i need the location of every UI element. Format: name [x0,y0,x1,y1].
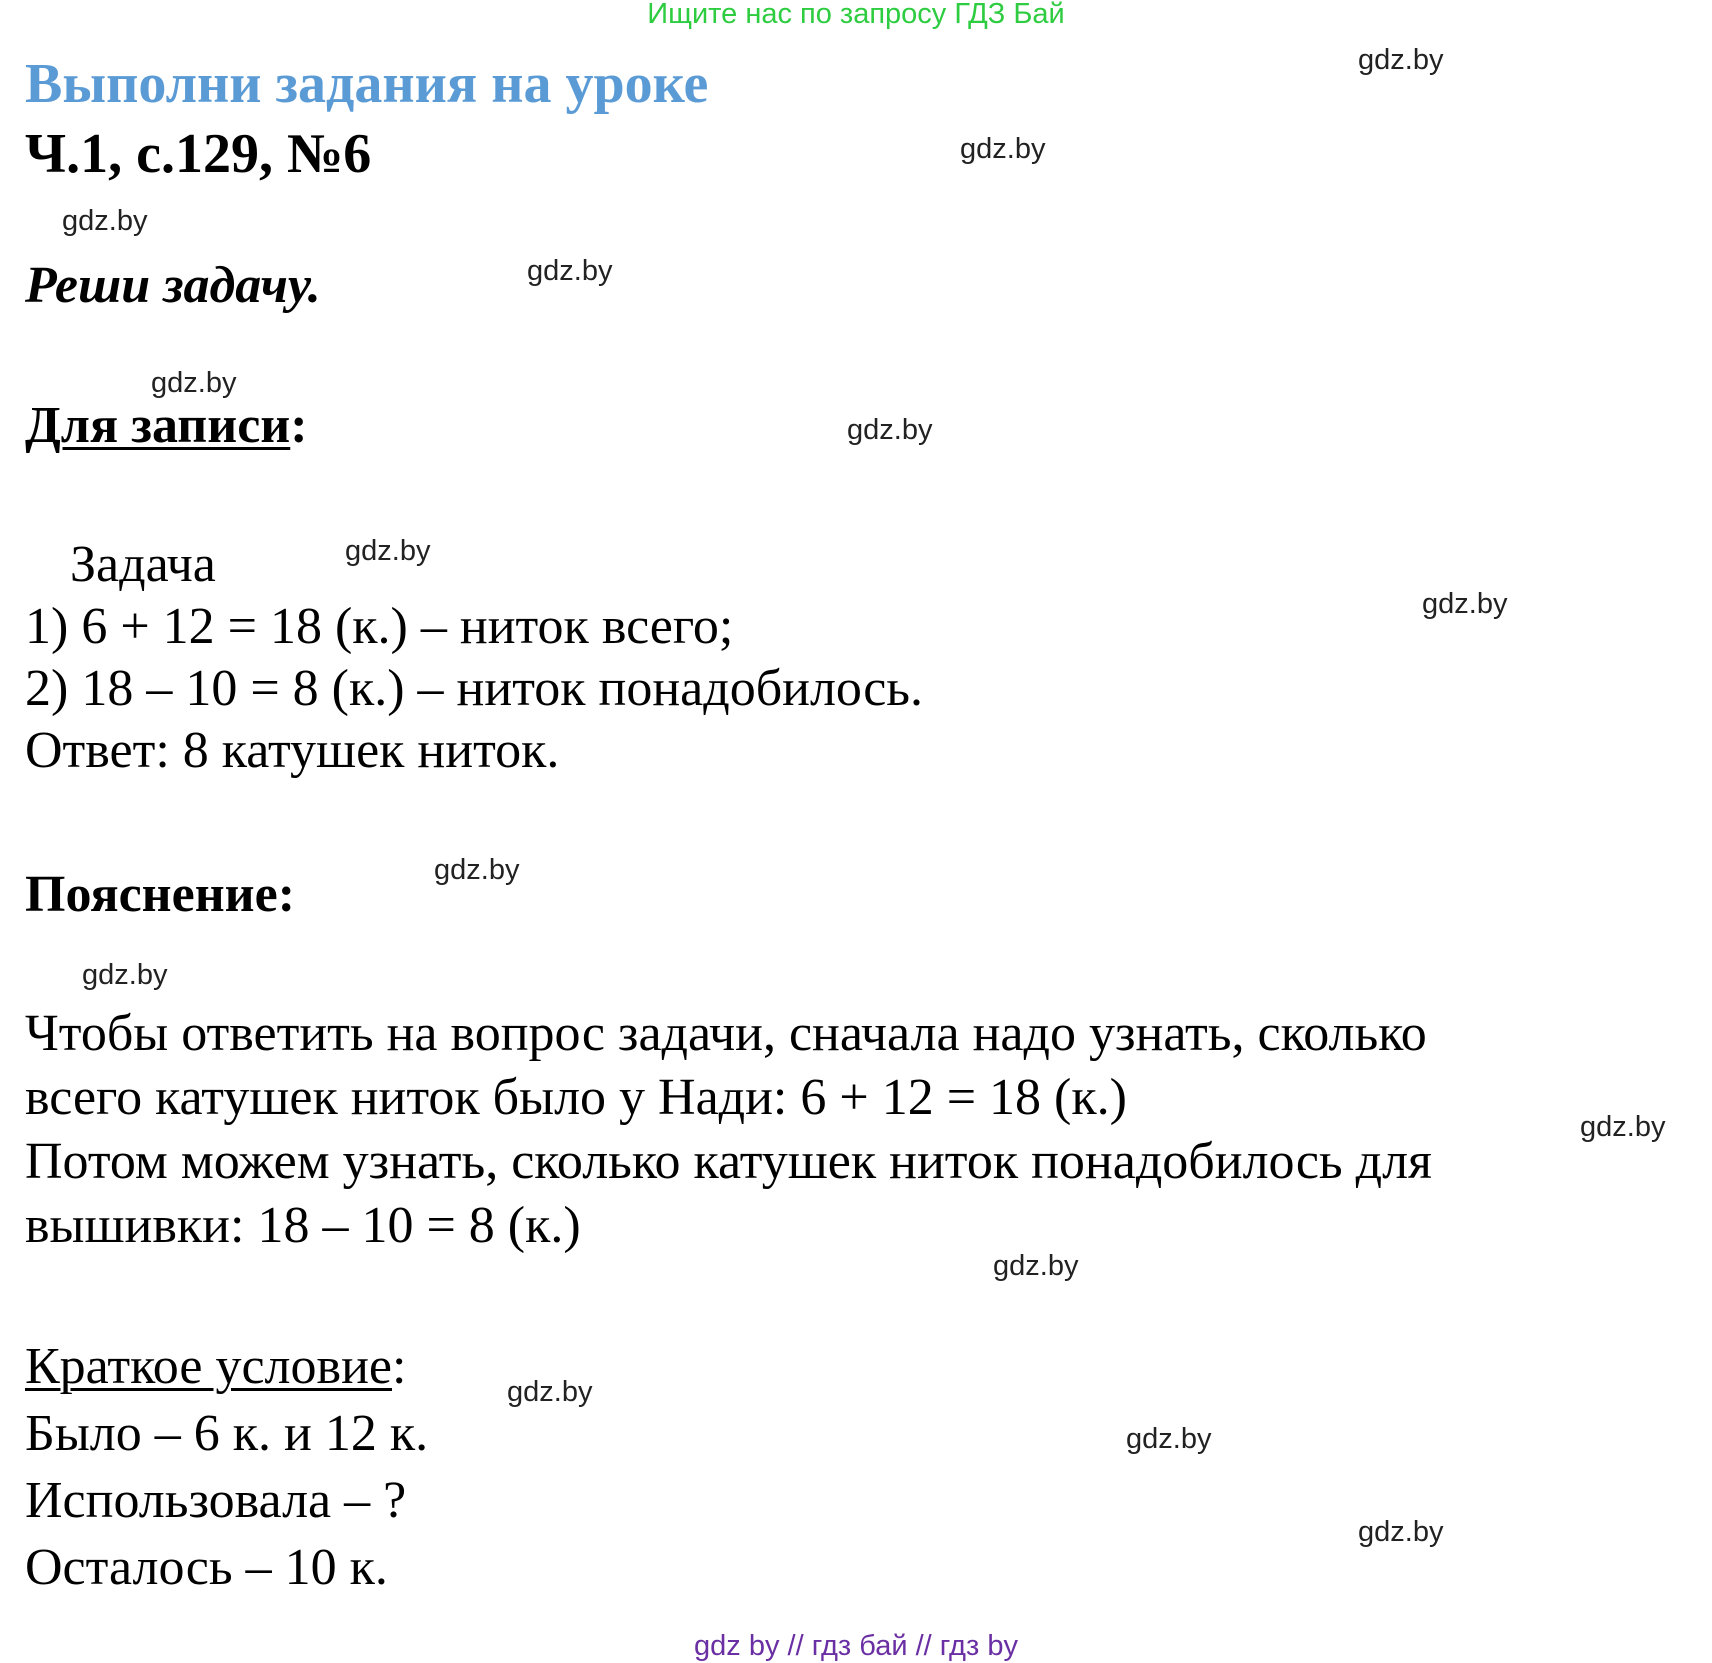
condition-line: Было – 6 к. и 12 к. [25,1405,429,1462]
watermark: gdz.by [62,205,148,237]
record-heading-text: Для записи [25,397,291,454]
watermark: gdz.by [1358,44,1444,76]
task-label: Задача [70,536,216,593]
solution-step-2: 2) 18 – 10 = 8 (к.) – ниток понадобилось. [25,660,924,717]
condition-line: Осталось – 10 к. [25,1539,388,1596]
watermark: gdz.by [993,1250,1079,1282]
explanation-line: вышивки: 18 – 10 = 8 (к.) [25,1197,581,1254]
condition-line: Использовала – ? [25,1472,407,1529]
page-title: Выполни задания на уроке [25,53,709,115]
watermark: gdz.by [1126,1423,1212,1455]
watermark: gdz.by [507,1376,593,1408]
explanation-heading: Пояснение: [25,866,296,923]
condition-heading [25,1337,406,1396]
footer-links: gdz by // гдз бай // гдз by [694,1630,1018,1662]
answer-line: Ответ: 8 катушек ниток. [25,722,560,779]
watermark: gdz.by [1358,1516,1444,1548]
watermark: gdz.by [151,367,237,399]
explanation-line: Потом можем узнать, сколько катушек ниток понадобилось для [25,1133,1432,1190]
record-heading-colon: : [290,397,308,454]
top-banner: Ищите нас по запросу ГДЗ Бай [647,0,1065,30]
explanation-line: всего катушек ниток было у Нади: 6 + 12 = 18 (к.) [25,1069,1127,1126]
condition-heading-colon: : [391,1338,407,1395]
watermark: gdz.by [1422,588,1508,620]
watermark: gdz.by [82,959,168,991]
solution-step-1: 1) 6 + 12 = 18 (к.) – ниток всего; [25,598,734,655]
watermark: gdz.by [527,255,613,287]
watermark: gdz.by [1580,1111,1666,1143]
exercise-reference: Ч.1, с.129, №6 [25,123,372,185]
record-heading [25,396,308,455]
task-instruction: Реши задачу. [25,257,321,314]
watermark: gdz.by [847,414,933,446]
watermark: gdz.by [434,854,520,886]
condition-heading-text: Краткое условие [25,1338,392,1395]
watermark: gdz.by [960,133,1046,165]
watermark: gdz.by [345,535,431,567]
explanation-line: Чтобы ответить на вопрос задачи, сначала надо узнать, сколько [25,1005,1427,1062]
